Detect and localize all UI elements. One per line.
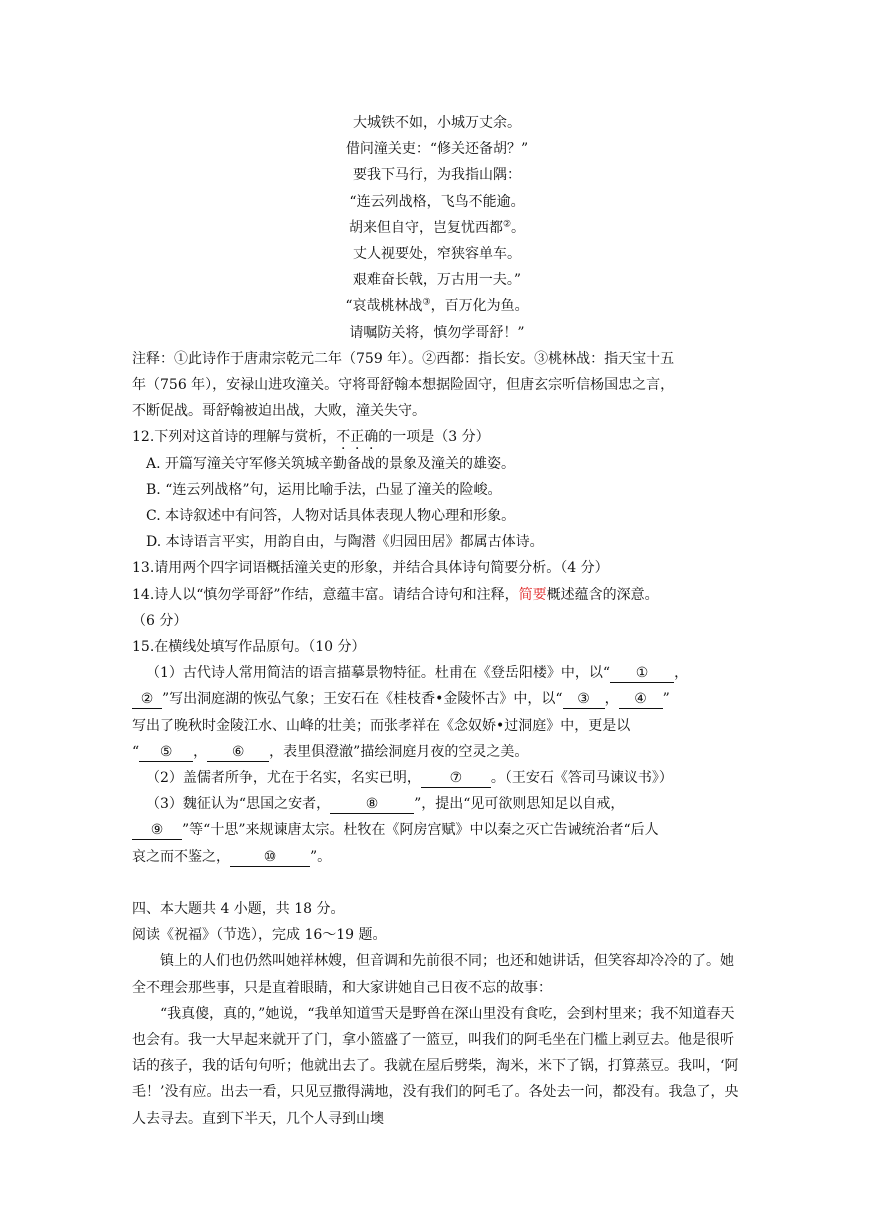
poem — [132, 110, 742, 346]
poem-line: 艰难奋长戟，万古用一夫。” — [352, 272, 522, 289]
poem-line: 请嘱防关将，慎勿学哥舒！” — [349, 324, 525, 341]
poem-line: 丈人视要处，窄狭容单车。 — [353, 246, 521, 263]
document-page — [132, 110, 742, 1132]
poem-line: “哀哉桃林战③，百万化为鱼。 — [345, 297, 529, 315]
option-c: C. 本诗叙述中有问答，人物对话具体表现人物心理和形象。 — [146, 508, 516, 525]
reading-intro: 阅读《祝福》（节选），完成 16～19 题。 — [132, 927, 387, 944]
question-12 — [132, 424, 742, 555]
footnote-marker: ② — [502, 219, 512, 230]
question-14-score: （6 分） — [132, 612, 188, 629]
question-13: 13.请用两个四字词语概括潼关吏的形象，并结合具体诗句简要分析。（4 分） — [132, 560, 609, 577]
q15-part3-line: ⑨ ”等“十思”来规谏唐太宗。杜牧在《阿房宫赋》中以秦之灭亡告诫统治者“后人 — [132, 817, 742, 843]
question-15 — [132, 634, 742, 870]
q15-part3-line: 哀之而不鉴之， ⑩ ”。 — [132, 848, 332, 865]
emphasis-char: 确 — [364, 429, 379, 446]
section-4 — [132, 896, 742, 1132]
blank-6: ⑥ — [207, 743, 269, 762]
blank-4: ④ — [619, 690, 663, 709]
question-stem: 12.下列对这首诗的理解与赏析，不正确的一项是（3 分） — [132, 429, 490, 446]
passage-paragraph: “我真傻，真的，”她说，“我单知道雪天是野兽在深山里没有食吃，会到村里来；我不知道春天也会有。我一大早起来就开了门，拿小篮盛了一篮豆，叫我们的阿毛坐在门槛上剥豆去。他是很听话的孩子，我的话句句听；他就出去了。我就在屋后劈柴，淘米，米下了锅，打算蒸豆。我叫，‘阿毛！’没有应。出去一看，只见豆撒得满地，没有我们的阿毛了。各处去一问，都没有。我急了，央人去寻去。直到下半天，几个人寻到山墺 — [132, 1005, 739, 1127]
question-title: 15.在横线处填写作品原句。（10 分） — [132, 639, 366, 656]
blank-8: ⑧ — [330, 795, 414, 814]
poem-line: 胡来但自守，岂复忧西都②。 — [348, 219, 526, 236]
note-line: 不断促战。哥舒翰被迫出战，大败，潼关失守。 — [132, 403, 426, 420]
q15-part1-line: “ ⑤ ， ⑥ ，表里俱澄澈”描绘洞庭月夜的空灵之美。 — [132, 743, 529, 760]
blank-10: ⑩ — [230, 848, 310, 867]
option-a: A. 开篇写潼关守军修关筑城辛勤备战的景象及潼关的雄姿。 — [146, 455, 516, 472]
option-d: D. 本诗语言平实，用韵自由，与陶潜《归园田居》都属古体诗。 — [146, 534, 544, 551]
spacer — [132, 870, 742, 896]
blank-1: ① — [610, 664, 674, 683]
passage-paragraph: 镇上的人们也仍然叫她祥林嫂，但音调和先前很不同；也还和她讲话，但笑容却冷冷的了。她全不理会那些事，只是直着眼睛，和大家讲她自己日夜不忘的故事： — [132, 953, 734, 996]
notes — [132, 346, 742, 425]
poem-line: 要我下马行，为我指山隅： — [353, 167, 521, 184]
poem-line: 借问潼关吏：“修关还备胡？” — [345, 141, 529, 158]
question-14: 14.诗人以“慎勿学哥舒”作结，意蕴丰富。请结合诗句和注释，简要概述蕴含的深意。 — [132, 586, 659, 603]
q15-part1-line: （1）古代诗人常用简洁的语言描摹景物特征。杜甫在《登岳阳楼》中，以“ ① ， — [146, 665, 689, 682]
q15-part1-line: 写出了晚秋时金陵江水、山峰的壮美；而张孝祥在《念奴娇•过洞庭》中，更是以 — [132, 717, 631, 734]
poem-line: 大城铁不如，小城万丈余。 — [353, 115, 521, 131]
blank-9: ⑨ — [132, 821, 182, 840]
footnote-marker: ③ — [422, 297, 431, 308]
highlight-text: 简要 — [518, 586, 547, 603]
q15-part2-line: （2）盖儒者所争，尤在于名实，名实已明， ⑦ 。（王安石《答司马谏议书》） — [146, 770, 673, 787]
section-title: 四、本大题共 4 小题，共 18 分。 — [132, 900, 345, 917]
emphasis-char: 不 — [336, 429, 351, 446]
note-line: 年（756 年），安禄山进攻潼关。守将哥舒翰本想据险固守，但唐玄宗听信杨国忠之言， — [132, 377, 675, 394]
blank-5: ⑤ — [139, 743, 193, 762]
blank-7: ⑦ — [421, 769, 491, 788]
emphasis-char: 正 — [350, 429, 365, 446]
q15-part1-line: ② ”写出洞庭湖的恢弘气象；王安石在《桂枝香•金陵怀古》中，以“ ③ ， ④ ” — [132, 686, 742, 712]
option-b: B. “连云列战格”句，运用比喻手法，凸显了潼关的险峻。 — [146, 481, 502, 498]
blank-3: ③ — [563, 690, 605, 709]
note-line: 注释：①此诗作于唐肃宗乾元二年（759 年）。②西都：指长安。③桃林战：指天宝十五 — [132, 350, 675, 367]
blank-2: ② — [132, 690, 162, 709]
poem-line: “连云列战格，飞鸟不能逾。 — [349, 193, 525, 210]
q15-part3-line: （3）魏征认为“思国之安者， ⑧ ”，提出“见可欲则思知足以自戒， — [146, 796, 625, 813]
